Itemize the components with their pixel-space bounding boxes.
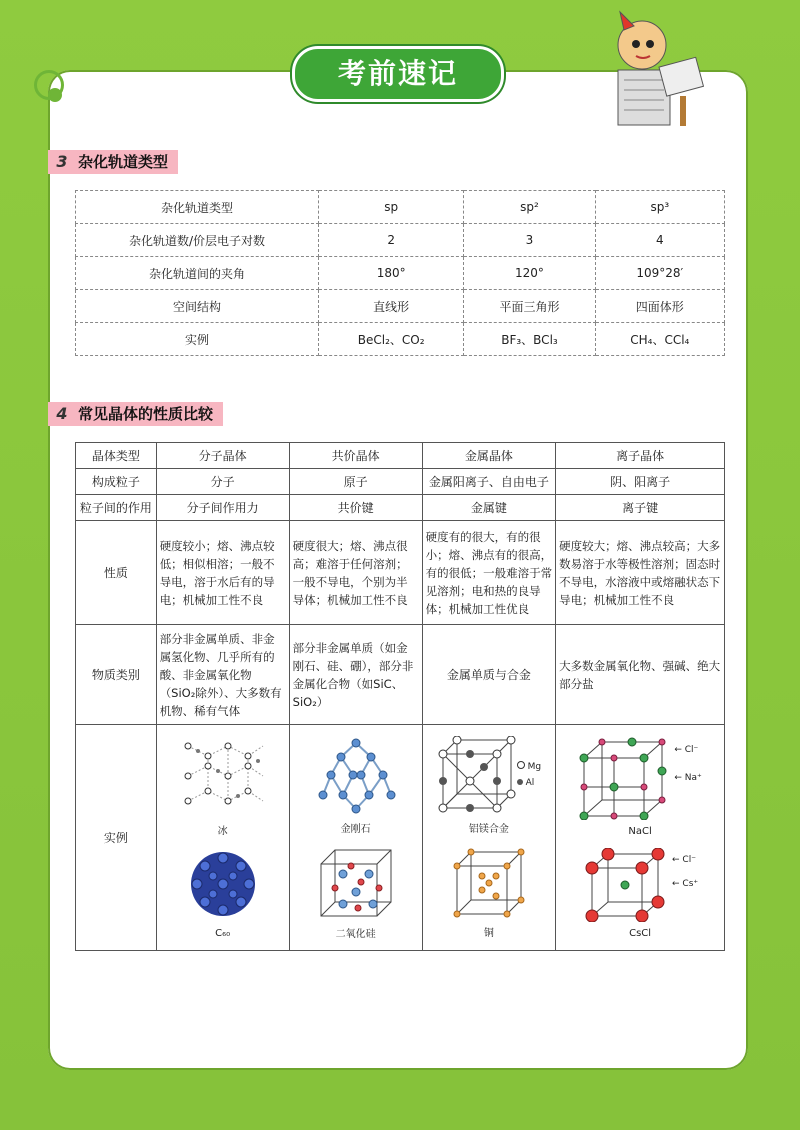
cell: 180° <box>319 257 464 290</box>
cell: 四面体形 <box>595 290 724 323</box>
cell: 部分非金属单质、非金属氢化物、几乎所有的酸、非金属氧化物（SiO₂除外）、大多数有机物、稀有气体 <box>156 625 289 725</box>
table-row <box>76 625 725 725</box>
legend-cl: Cl⁻ <box>684 744 699 755</box>
cell: 硬度较大；熔、沸点较高；大多数易溶于水等极性溶剂；固态时不导电，水溶液中或熔融状态下导电；机械加工性不良 <box>556 521 725 625</box>
row-label: 实例 <box>76 323 319 356</box>
legend-cs: Cs⁺ <box>682 878 699 889</box>
section-title: 杂化轨道类型 <box>76 150 178 174</box>
cell: 阴、阳离子 <box>556 469 725 495</box>
page-title: 考前速记 <box>292 46 504 102</box>
row-label: 性质 <box>76 521 157 625</box>
cell: 硬度很大；熔、沸点很高；难溶于任何溶剂；一般不导电，个别为半导体；机械加工性不良 <box>289 521 422 625</box>
section-4-header <box>48 402 223 426</box>
row-label: 杂化轨道类型 <box>76 191 319 224</box>
column-header: 分子晶体 <box>156 443 289 469</box>
caption: C₆₀ <box>215 927 231 939</box>
cell: 分子 <box>156 469 289 495</box>
cell <box>422 725 555 951</box>
legend-al: Al <box>525 777 535 788</box>
cell: 部分非金属单质（如金刚石、硅、硼），部分非金属化合物（如SiC、SiO₂） <box>289 625 422 725</box>
cell: 硬度有的很大，有的很小；熔、沸点有的很高，有的很低；一般难溶于常见溶剂；电和热的良导体；机械加工性优良 <box>422 521 555 625</box>
row-label: 物质类别 <box>76 625 157 725</box>
nacl-structure-icon <box>578 736 674 820</box>
table-row <box>76 257 725 290</box>
cell: 3 <box>464 224 595 257</box>
legend-na: Na⁺ <box>684 772 702 783</box>
cell <box>289 725 422 951</box>
mascot-reading-icon <box>600 0 710 130</box>
cell: sp² <box>464 191 595 224</box>
cell: CH₄、CCl₄ <box>595 323 724 356</box>
cell: BeCl₂、CO₂ <box>319 323 464 356</box>
ice-structure-icon <box>178 736 268 814</box>
section-number: 4 <box>48 402 76 426</box>
section-title: 常见晶体的性质比较 <box>76 402 223 426</box>
table-row <box>76 495 725 521</box>
cell: 金属键 <box>422 495 555 521</box>
cell: 平面三角形 <box>464 290 595 323</box>
cell: 直线形 <box>319 290 464 323</box>
column-header: 金属晶体 <box>422 443 555 469</box>
table-row <box>76 191 725 224</box>
caption: 冰 <box>217 825 228 837</box>
cell: ← Cl⁻ ← Na⁺ NaCl ← Cl⁻ ← Cs⁺ CsCl <box>556 725 725 951</box>
hybrid-orbital-table <box>75 190 725 356</box>
cell: 金属单质与合金 <box>422 625 555 725</box>
cell: 120° <box>464 257 595 290</box>
row-label: 杂化轨道数/价层电子对数 <box>76 224 319 257</box>
caption: 金刚石 <box>340 824 371 835</box>
caption: 铜 <box>483 928 494 940</box>
table-row <box>76 725 725 951</box>
row-label: 粒子间的作用 <box>76 495 157 521</box>
cell: 原子 <box>289 469 422 495</box>
cell: 4 <box>595 224 724 257</box>
caption: 二氧化硅 <box>335 929 376 940</box>
crystal-comparison-table <box>75 442 725 951</box>
table-row <box>76 290 725 323</box>
cell: BF₃、BCl₃ <box>464 323 595 356</box>
cell: sp³ <box>595 191 724 224</box>
row-label: 杂化轨道间的夹角 <box>76 257 319 290</box>
column-header: 离子晶体 <box>556 443 725 469</box>
row-label: 构成粒子 <box>76 469 157 495</box>
table-row <box>76 521 725 625</box>
cell <box>156 725 289 951</box>
cell: 2 <box>319 224 464 257</box>
table-row <box>76 323 725 356</box>
cell: 金属阳离子、自由电子 <box>422 469 555 495</box>
sio2-structure-icon <box>313 844 399 920</box>
caption: CsCl <box>629 928 652 940</box>
column-header: 共价晶体 <box>289 443 422 469</box>
cell: 大多数金属氧化物、强碱、绝大部分盐 <box>556 625 725 725</box>
table-row <box>76 469 725 495</box>
binder-dot-icon <box>48 88 62 102</box>
cell: sp <box>319 191 464 224</box>
cell: 109°28′ <box>595 257 724 290</box>
c60-structure-icon <box>183 848 263 920</box>
cell: 离子键 <box>556 495 725 521</box>
section-number: 3 <box>48 150 76 174</box>
legend-cl-2: Cl⁻ <box>682 854 696 865</box>
row-label: 实例 <box>76 725 157 951</box>
section-3-header <box>48 150 178 174</box>
table-row <box>76 224 725 257</box>
copper-structure-icon <box>449 846 529 918</box>
cell: 分子间作用力 <box>156 495 289 521</box>
cscl-structure-icon <box>582 848 672 922</box>
row-label: 空间结构 <box>76 290 319 323</box>
caption: NaCl <box>628 826 652 838</box>
diamond-structure-icon <box>311 735 401 815</box>
caption: 铝镁合金 <box>468 824 509 836</box>
cell: 共价键 <box>289 495 422 521</box>
table-row <box>76 443 725 469</box>
row-label: 晶体类型 <box>76 443 157 469</box>
cell: 硬度较小；熔、沸点较低；相似相溶；一般不导电，溶于水后有的导电；机械加工性不良 <box>156 521 289 625</box>
mg-al-alloy-structure-icon <box>437 736 517 814</box>
legend-mg: Mg <box>527 761 542 772</box>
